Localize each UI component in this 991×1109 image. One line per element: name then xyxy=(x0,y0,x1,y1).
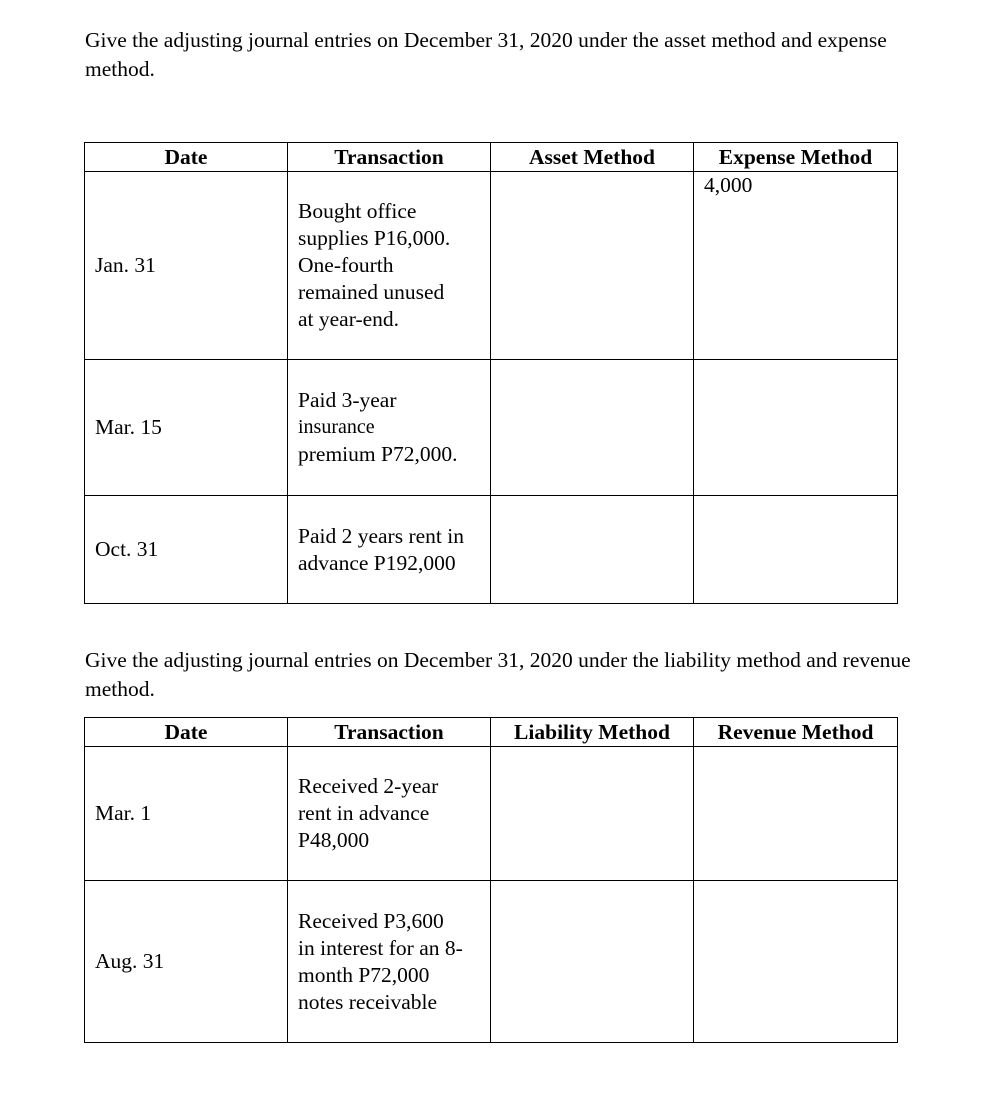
header-date: Date xyxy=(85,718,288,747)
expense-method-cell[interactable] xyxy=(694,360,898,496)
transaction-line: Received 2-year xyxy=(298,774,439,798)
transaction-line: Bought office xyxy=(298,199,417,223)
liability-method-cell[interactable] xyxy=(491,881,694,1043)
header-liability-method: Liability Method xyxy=(491,718,694,747)
table-row xyxy=(85,360,898,496)
table-row xyxy=(85,172,898,360)
transaction-line: advance P192,000 xyxy=(298,550,456,575)
expense-method-cell[interactable] xyxy=(694,496,898,604)
header-asset-method: Asset Method xyxy=(491,143,694,172)
liability-revenue-table xyxy=(84,717,898,1043)
row-transaction xyxy=(288,360,491,496)
expense-method-cell[interactable]: 4,000 xyxy=(694,172,898,360)
table-header-row xyxy=(85,143,898,172)
header-expense-method: Expense Method xyxy=(694,143,898,172)
asset-expense-table xyxy=(84,142,898,604)
table-row xyxy=(85,881,898,1043)
asset-method-cell[interactable] xyxy=(491,172,694,360)
transaction-line: notes receivable xyxy=(298,989,438,1014)
transaction-line: remained unused xyxy=(298,280,445,304)
revenue-method-cell[interactable] xyxy=(694,881,898,1043)
row-date: Oct. 31 xyxy=(85,496,288,604)
row-transaction xyxy=(288,881,491,1043)
row-date: Jan. 31 xyxy=(85,172,288,360)
table-header-row xyxy=(85,718,898,747)
transaction-line: Paid 2 years rent in xyxy=(298,523,464,548)
asset-method-cell[interactable] xyxy=(491,496,694,604)
table-row xyxy=(85,747,898,881)
instruction-asset-expense: Give the adjusting journal entries on December 31, 2020 under the asset method and expense method. xyxy=(85,28,887,81)
transaction-line: Paid 3-year xyxy=(298,388,397,412)
transaction-line: Received P3,600 xyxy=(298,908,444,933)
transaction-line: premium P72,000. xyxy=(298,442,458,466)
liability-method-cell[interactable] xyxy=(491,747,694,881)
transaction-line: supplies P16,000. xyxy=(298,226,451,250)
transaction-line: One-fourth xyxy=(298,253,394,277)
row-date: Aug. 31 xyxy=(85,881,288,1043)
transaction-line: P48,000 xyxy=(298,828,370,852)
row-transaction xyxy=(288,172,491,360)
row-date: Mar. 1 xyxy=(85,747,288,881)
header-transaction: Transaction xyxy=(288,718,491,747)
header-revenue-method: Revenue Method xyxy=(694,718,898,747)
transaction-line: insurance xyxy=(298,416,375,438)
table-row xyxy=(85,496,898,604)
revenue-method-cell[interactable] xyxy=(694,747,898,881)
transaction-line: at year-end. xyxy=(298,307,400,331)
transaction-line: month P72,000 xyxy=(298,962,430,987)
row-transaction xyxy=(288,496,491,604)
asset-method-cell[interactable] xyxy=(491,360,694,496)
row-transaction xyxy=(288,747,491,881)
header-date: Date xyxy=(85,143,288,172)
header-transaction: Transaction xyxy=(288,143,491,172)
transaction-line: rent in advance xyxy=(298,801,430,825)
instruction-liability-revenue: Give the adjusting journal entries on December 31, 2020 under the liability method and revenue method. xyxy=(85,648,911,701)
row-date: Mar. 15 xyxy=(85,360,288,496)
transaction-line: in interest for an 8- xyxy=(298,935,463,960)
